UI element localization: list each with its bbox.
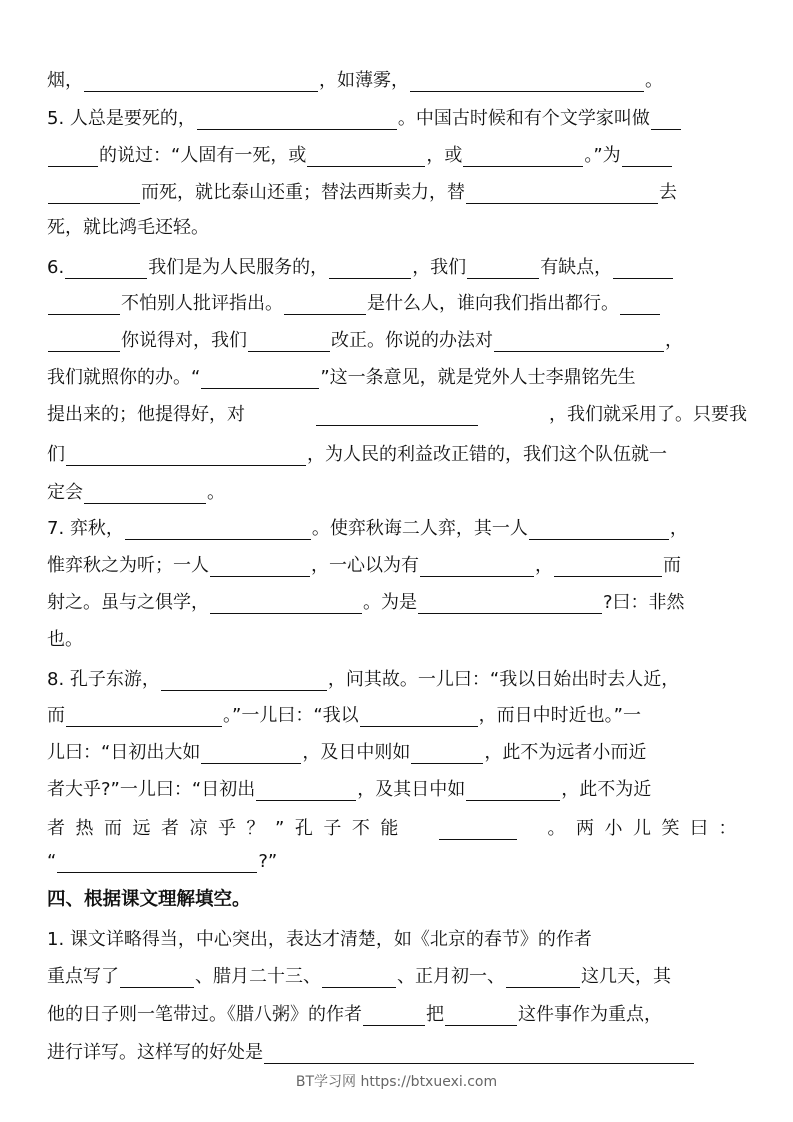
text-line [47, 474, 747, 504]
text-line [47, 62, 747, 92]
text-segment: ，一心以为有 [311, 555, 419, 576]
text-segment: ， [669, 518, 688, 539]
text-segment: 他的日子则一笔带过。《腊八粥》的作者 [47, 1004, 362, 1025]
text-line [47, 100, 747, 130]
text-segment: 这几天，其 [581, 966, 671, 987]
text-segment: 1. 课文详略得当，中心突出，表达才清楚，如《北京的春节》的作者 [47, 929, 592, 950]
text-segment: 们 [47, 444, 65, 465]
fill-in-blank[interactable] [66, 445, 306, 466]
text-segment: 不怕别人批评指出。 [121, 293, 283, 314]
text-segment: ， [665, 330, 683, 351]
text-segment: 射之。虽与之俱学， [47, 592, 209, 613]
fill-in-blank[interactable] [48, 183, 140, 204]
text-segment: 提出来的；他提得好，对 [47, 404, 245, 425]
text-line [47, 921, 747, 951]
fill-in-blank[interactable] [360, 706, 478, 727]
fill-in-blank[interactable] [529, 519, 669, 540]
text-segment: 有缺点， [540, 257, 613, 278]
fill-in-blank[interactable] [410, 71, 644, 92]
text-segment: 、腊月二十三、 [195, 966, 321, 987]
text-segment: “ [47, 851, 57, 872]
text-segment: ?” [258, 851, 278, 872]
text-segment: ，或 [426, 145, 463, 166]
text-segment: ， [535, 555, 553, 576]
text-segment: 把 [426, 1004, 444, 1025]
fill-in-blank[interactable] [120, 967, 194, 988]
fill-in-blank[interactable] [66, 706, 222, 727]
fill-in-blank[interactable] [411, 743, 483, 764]
fill-in-blank[interactable] [48, 331, 120, 352]
fill-in-blank[interactable] [125, 519, 311, 540]
fill-in-blank[interactable] [57, 852, 257, 873]
fill-in-blank[interactable] [197, 109, 397, 130]
text-segment: 惟弈秋之为听；一人 [47, 555, 209, 576]
fill-in-blank[interactable] [322, 967, 396, 988]
text-segment: 这件事作为重点， [518, 1004, 662, 1025]
text-segment: 改正。你说的办法对 [331, 330, 493, 351]
fill-in-blank[interactable] [467, 258, 539, 279]
text-line [47, 174, 747, 204]
fill-in-blank[interactable] [363, 1005, 425, 1026]
text-segment: 6. [47, 257, 65, 278]
text-segment: 。 [645, 70, 663, 91]
text-segment: 8. 孔子东游， [47, 669, 160, 690]
text-line [47, 510, 747, 540]
text-segment: 7. 弈秋， [47, 518, 124, 539]
section-heading [47, 881, 747, 911]
fill-in-blank[interactable] [264, 1043, 694, 1064]
fill-in-blank[interactable] [494, 331, 664, 352]
text-line [47, 958, 747, 988]
text-segment: 是什么人，谁向我们指出都行。 [367, 293, 619, 314]
fill-in-blank[interactable] [161, 670, 327, 691]
fill-in-blank[interactable] [329, 258, 411, 279]
text-segment: ，此不为近 [561, 779, 652, 800]
text-segment: 而 [663, 555, 681, 576]
footer-watermark: BT学习网 https://btxuexi.com [295, 1074, 498, 1090]
fill-in-blank[interactable] [466, 183, 658, 204]
text-segment: ?曰：非然 [603, 592, 685, 613]
fill-in-blank[interactable] [466, 780, 560, 801]
text-segment: ，如薄雾， [319, 70, 409, 91]
text-segment: ，为人民的利益改正错的，我们这个队伍就一 [307, 444, 667, 465]
fill-in-blank[interactable] [65, 258, 147, 279]
text-line [47, 137, 747, 167]
fill-in-blank[interactable] [622, 146, 672, 167]
text-segment: 。为是 [363, 592, 417, 613]
text-line [47, 547, 747, 577]
text-line [47, 436, 747, 466]
text-segment: 重点写了 [47, 966, 119, 987]
text-segment: 定会 [47, 482, 83, 503]
text-segment: 四、根据课文理解填空。 [47, 889, 251, 910]
text-line [47, 285, 747, 315]
text-line [47, 1034, 747, 1064]
fill-in-blank[interactable] [201, 368, 319, 389]
fill-in-blank[interactable] [554, 556, 662, 577]
text-segment: 者大乎?”一儿曰：“日初出 [47, 779, 256, 800]
text-line [47, 996, 747, 1026]
text-line [47, 697, 747, 727]
fill-in-blank[interactable] [210, 556, 310, 577]
text-segment: ，及日中则如 [302, 742, 411, 763]
text-line [47, 396, 747, 426]
fill-in-blank[interactable] [248, 331, 330, 352]
fill-in-blank[interactable] [210, 593, 362, 614]
text-segment: 、正月初一、 [397, 966, 505, 987]
text-segment: 。”一儿曰：“我以 [223, 705, 359, 726]
text-segment: 我们是为人民服务的， [148, 257, 329, 278]
text-segment: ，而日中时近也。”一 [478, 705, 641, 726]
fill-in-blank[interactable] [284, 294, 366, 315]
fill-in-blank[interactable] [48, 294, 120, 315]
text-segment: 进行详写。这样写的好处是 [47, 1042, 263, 1063]
fill-in-blank[interactable] [463, 146, 583, 167]
fill-in-blank[interactable] [418, 593, 602, 614]
text-segment: 死，就比鸿毛还轻。 [47, 217, 209, 238]
text-line [47, 771, 747, 801]
text-line [47, 359, 747, 389]
fill-in-blank[interactable] [48, 146, 98, 167]
text-line [47, 734, 747, 764]
text-segment: 去 [659, 182, 677, 203]
text-line [47, 249, 747, 279]
fill-in-blank[interactable] [445, 1005, 517, 1026]
text-line [47, 661, 747, 691]
text-segment: 也。 [47, 629, 83, 650]
text-segment: 儿曰：“日初出大如 [47, 742, 201, 763]
text-segment: ，我们 [412, 257, 467, 278]
text-segment: 而 [47, 705, 65, 726]
fill-in-blank[interactable] [420, 556, 534, 577]
text-segment: 烟， [47, 70, 83, 91]
fill-in-blank[interactable] [439, 819, 517, 840]
text-line [47, 584, 747, 614]
text-segment: 。两小儿笑曰： [547, 818, 747, 839]
text-segment: 5. 人总是要死的， [47, 108, 196, 129]
text-segment: 的说过：“人固有一死，或 [99, 145, 307, 166]
fill-in-blank[interactable] [613, 258, 673, 279]
fill-in-blank[interactable] [651, 109, 681, 130]
text-line [47, 843, 747, 873]
text-segment: 你说得对，我们 [121, 330, 247, 351]
text-segment: 者热而远者凉乎？”孔子不能 [47, 818, 409, 839]
text-segment: ，此不为远者小而近 [484, 742, 647, 763]
text-segment: 我们就照你的办。“ [47, 367, 201, 388]
text-segment: ”这一条意见，就是党外人士李鼎铭先生 [320, 367, 636, 388]
text-segment: 。 [207, 482, 225, 503]
fill-in-blank[interactable] [307, 146, 425, 167]
text-segment: 而死，就比泰山还重；替法西斯卖力，替 [141, 182, 465, 203]
text-segment: ，及其日中如 [357, 779, 466, 800]
fill-in-blank[interactable] [256, 780, 356, 801]
text-line [47, 621, 747, 651]
text-segment: 。中国古时候和有个文学家叫做 [397, 108, 650, 129]
text-segment: ，问其故。一儿曰：“我以日始出时去人近， [327, 669, 680, 690]
text-line [47, 322, 747, 352]
fill-in-blank[interactable] [201, 743, 301, 764]
fill-in-blank[interactable] [316, 405, 478, 426]
text-segment: ，我们就采用了。只要我 [549, 404, 747, 425]
fill-in-blank[interactable] [84, 71, 318, 92]
fill-in-blank[interactable] [84, 483, 206, 504]
fill-in-blank[interactable] [620, 294, 660, 315]
text-line [47, 209, 747, 239]
text-line [47, 810, 747, 840]
text-segment: 。”为 [584, 145, 621, 166]
fill-in-blank[interactable] [506, 967, 580, 988]
text-segment: 。使弈秋诲二人弈，其一人 [311, 518, 528, 539]
